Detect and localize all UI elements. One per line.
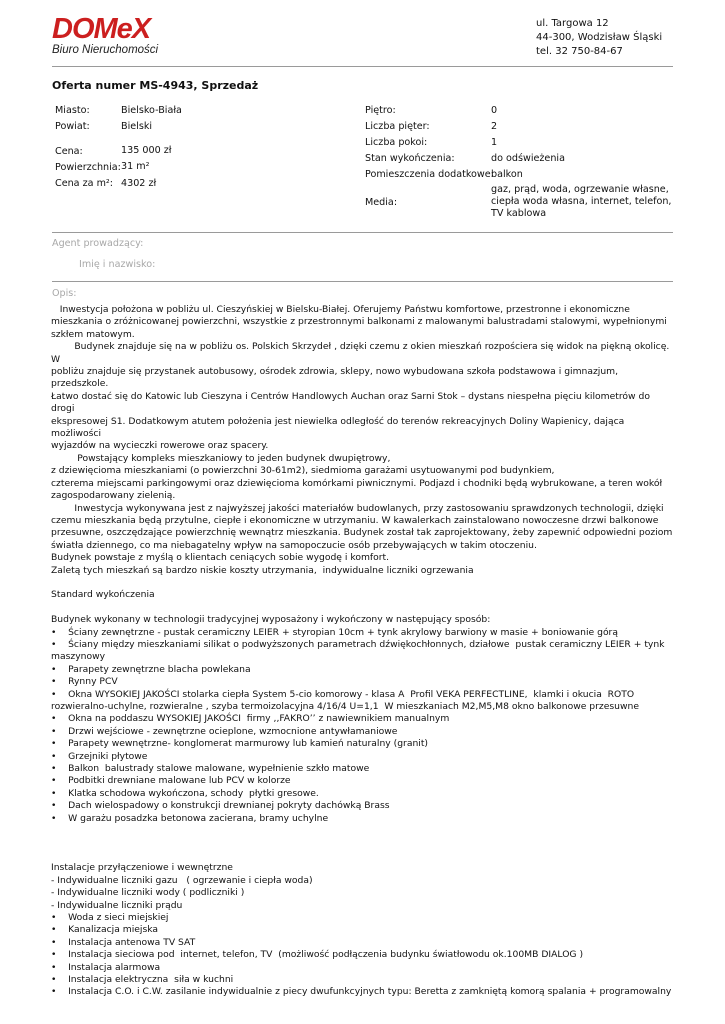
logo-subtitle: Biuro Nieruchomości xyxy=(52,44,159,56)
description-line: mieszkania o zróżnicowanej powierzchni, wszystkie z przestronnymi balkonami z malowanymi balustradami stalowymi, wypełnionymi xyxy=(51,316,667,328)
price-per-m2-value: 4302 zł xyxy=(121,178,157,189)
description-line: Standard wykończenia xyxy=(51,589,155,601)
price-value: 135 000 zł xyxy=(121,145,172,156)
description-line: • Okna WYSOKIEJ JAKOŚCI stolarka ciepła System 5-cio komorowy - klasa A Profil VEKA PERFECTLINE, klamki i okucia ROTO xyxy=(51,688,635,700)
description-line xyxy=(51,577,676,589)
offer-details-right xyxy=(365,105,675,225)
description-line: • Woda z sieci miejskiej xyxy=(51,911,169,923)
details-divider xyxy=(52,232,673,233)
description-line: • Instalacja C.O. i C.W. zasilanie indywidualnie z piecy dwufunkcyjnych typu: Beretta z zamkniętą komorą spalania + programowalny xyxy=(51,986,672,998)
description-line: Budynek znajduje się na w pobliżu os. Polskich Skrzydeł , dzięki czemu z okien mieszkań rozpościera się widok na piękną okolicę. W xyxy=(51,341,673,365)
description-line: Instalacje przyłączeniowe i wewnętrzne xyxy=(51,862,233,874)
agent-divider xyxy=(52,281,673,282)
city-value: Bielsko-Biała xyxy=(121,105,182,116)
description-line: Budynek powstaje z myślą o klientach ceniących sobie wygodę i komfort. xyxy=(51,552,390,564)
agent-label: Agent prowadzący: xyxy=(52,238,144,249)
extra-rooms-label: Pomieszczenia dodatkowe: xyxy=(365,169,494,180)
description-line: Łatwo dostać się do Katowic lub Cieszyna i Centrów Handlowych Auchan oraz Sarni Stok – dystans niespełna pięciu kilometrów do drogi xyxy=(51,390,653,415)
description-line xyxy=(51,602,676,614)
condition-value: do odświeżenia xyxy=(491,153,565,164)
description-line: • Rynny PCV xyxy=(51,676,118,688)
address-street: ul. Targowa 12 xyxy=(536,18,609,29)
header-divider xyxy=(52,66,673,67)
description-line: • Instalacja sieciowa pod internet, telefon, TV (możliwość podłączenia budynku światłowodu ok.100MB DIALOG ) xyxy=(51,949,584,961)
logo-text: DOMeX xyxy=(52,13,151,45)
description-line: ekspresowej S1. Dodatkowym atutem położenia jest niewielka odległość do terenów rekreacyjnych Doliny Wapienicy, dająca możliwości xyxy=(51,415,628,440)
description-line xyxy=(51,825,676,837)
address-phone: tel. 32 750-84-67 xyxy=(536,46,623,57)
price-label: Cena: xyxy=(55,146,83,157)
company-logo xyxy=(52,14,158,57)
description-line: z dziewięcioma mieszkaniami (o powierzchni 30-61m2), siedmioma garażami usytuowanymi pod budynkiem, xyxy=(51,465,555,477)
condition-label: Stan wykończenia: xyxy=(365,153,455,164)
description-line: • Kanalizacja miejska xyxy=(51,924,159,936)
description-line: • Instalacja antenowa TV SAT xyxy=(51,936,196,948)
description-line: • Balkon balustrady stalowe malowane, wypełnienie szkło matowe xyxy=(51,763,370,775)
floors-count-value: 2 xyxy=(491,121,498,132)
description-line: pobliżu znajduje się przystanek autobusowy, ośrodek zdrowia, sklepy, nowo wybudowana szkoła podstawowa i gimnazjum, przedszkole. xyxy=(51,366,621,390)
offer-details-left xyxy=(55,105,345,195)
rooms-count-value: 1 xyxy=(491,137,498,148)
floor-value: 0 xyxy=(491,105,498,116)
description-line: • Klatka schodowa wykończona, schody płytki gresowe. xyxy=(51,787,319,799)
description-line: • Grzejniki płytowe xyxy=(51,750,148,762)
address-city: 44-300, Wodzisław Śląski xyxy=(536,32,663,43)
floors-count-label: Liczba pięter: xyxy=(365,121,430,132)
company-address xyxy=(536,17,662,59)
description-line: wyjazdów na wycieczki rowerowe oraz spacery. xyxy=(51,440,269,452)
description-line: • Parapety wewnętrzne- konglomerat marmurowy lub kamień naturalny (granit) xyxy=(51,738,429,750)
description-line: Inwestycja wykonywana jest z najwyższej jakości materiałów budowlanych, przy zastosowaniu sprawdzonych technologii, dzięki xyxy=(51,502,664,514)
description-line: • Dach wielospadowy o konstrukcji drewnianej pokryty dachówką Brass xyxy=(51,800,390,812)
floor-label: Piętro: xyxy=(365,105,396,116)
media-label: Media: xyxy=(365,197,398,208)
description-line: • Podbitki drewniane malowane lub PCV w kolorze xyxy=(51,775,291,787)
county-label: Powiat: xyxy=(55,121,90,132)
offer-title: Oferta numer MS-4943, Sprzedaż xyxy=(52,79,259,92)
extra-rooms-value: balkon xyxy=(491,169,523,180)
description-line: • Parapety zewnętrzne blacha powlekana xyxy=(51,663,251,675)
description-line: czterema miejscami parkingowymi oraz dziewięcioma komórkami piwnicznymi. Podjazd i chodniki będą wybrukowane, a teren wokół xyxy=(51,477,663,489)
description-line xyxy=(51,850,676,862)
price-per-m2-label: Cena za m²: xyxy=(55,178,113,189)
description-line: • Instalacja alarmowa xyxy=(51,961,161,973)
description-line: maszynowy xyxy=(51,651,106,663)
area-value: 31 m² xyxy=(121,161,150,172)
description-line: • Drzwi wejściowe - zewnętrzne ocieplone, wzmocnione antywłamaniowe xyxy=(51,725,398,737)
description-line: - Indywidualne liczniki wody ( podliczniki ) xyxy=(51,887,245,899)
description-line: • W garażu posadzka betonowa zacierana, bramy uchylne xyxy=(51,812,329,824)
description-line: szkłem matowym. xyxy=(51,328,135,340)
description-line: • Okna na poddaszu WYSOKIEJ JAKOŚCI firmy ,,FAKRO’’ z nawiewnikiem manualnym xyxy=(51,713,450,725)
description-line: Budynek wykonany w technologii tradycyjnej wyposażony i wykończony w następujący sposób: xyxy=(51,614,491,626)
description-line: przesuwne, oszczędzające powierzchnię wewnątrz mieszkania. Budynek został tak zaprojektowany, żeby zapewnić odpowiedni poziom xyxy=(51,527,673,539)
description-line: - Indywidualne liczniki prądu xyxy=(51,899,183,911)
description-body xyxy=(51,304,676,999)
description-line: Zaletą tych mieszkań są bardzo niskie koszty utrzymania, indywidualne liczniki ogrzewania xyxy=(51,564,474,576)
description-line: światła dziennego, co ma niebagatelny wpływ na samopoczucie osób przebywających w takim otoczeniu. xyxy=(51,539,537,551)
description-line: - Indywidualne liczniki gazu ( ogrzewanie i ciepła woda) xyxy=(51,874,313,886)
description-line: • Ściany zewnętrzne - pustak ceramiczny LEIER + styropian 10cm + tynk akrylowy barwiony w masie + boniowanie górą xyxy=(51,626,618,638)
description-label: Opis: xyxy=(52,288,77,299)
area-label: Powierzchnia: xyxy=(55,162,121,173)
rooms-count-label: Liczba pokoi: xyxy=(365,137,428,148)
media-value: gaz, prąd, woda, ogrzewanie własne, ciepła woda własna, internet, telefon, TV kablowa xyxy=(491,184,672,219)
description-line: Inwestycja położona w pobliżu ul. Cieszyńskiej w Bielsku-Białej. Oferujemy Państwu komfortowe, przestronne i ekonomiczne xyxy=(51,304,630,315)
description-line: Powstający kompleks mieszkaniowy to jeden budynek dwupiętrowy, xyxy=(51,452,391,464)
description-line: rozwieralno-uchylne, rozwieralne , szyba termoizolacyjna 4/16/4 U=1,1 W mieszkaniach M2,M5,M8 okno balkonowe przesuwne xyxy=(51,701,639,712)
description-line: • Ściany między mieszkaniami silikat o podwyższonych parametrach dźwiękochłonnych, działowe pustak ceramiczny LEIER + tynk xyxy=(51,638,665,650)
city-label: Miasto: xyxy=(55,105,90,116)
description-line: zagospodarowany zielenią. xyxy=(51,490,176,502)
description-line: • Instalacja elektryczna siła w kuchni xyxy=(51,973,234,985)
county-value: Bielski xyxy=(121,121,153,132)
description-line: czemu mieszkania będą przytulne, ciepłe i ekonomiczne w utrzymaniu. W kawalerkach zainstalowano nowoczesne drzwi balkonowe xyxy=(51,514,659,526)
description-line xyxy=(51,837,676,849)
agent-name-label: Imię i nazwisko: xyxy=(79,259,156,270)
